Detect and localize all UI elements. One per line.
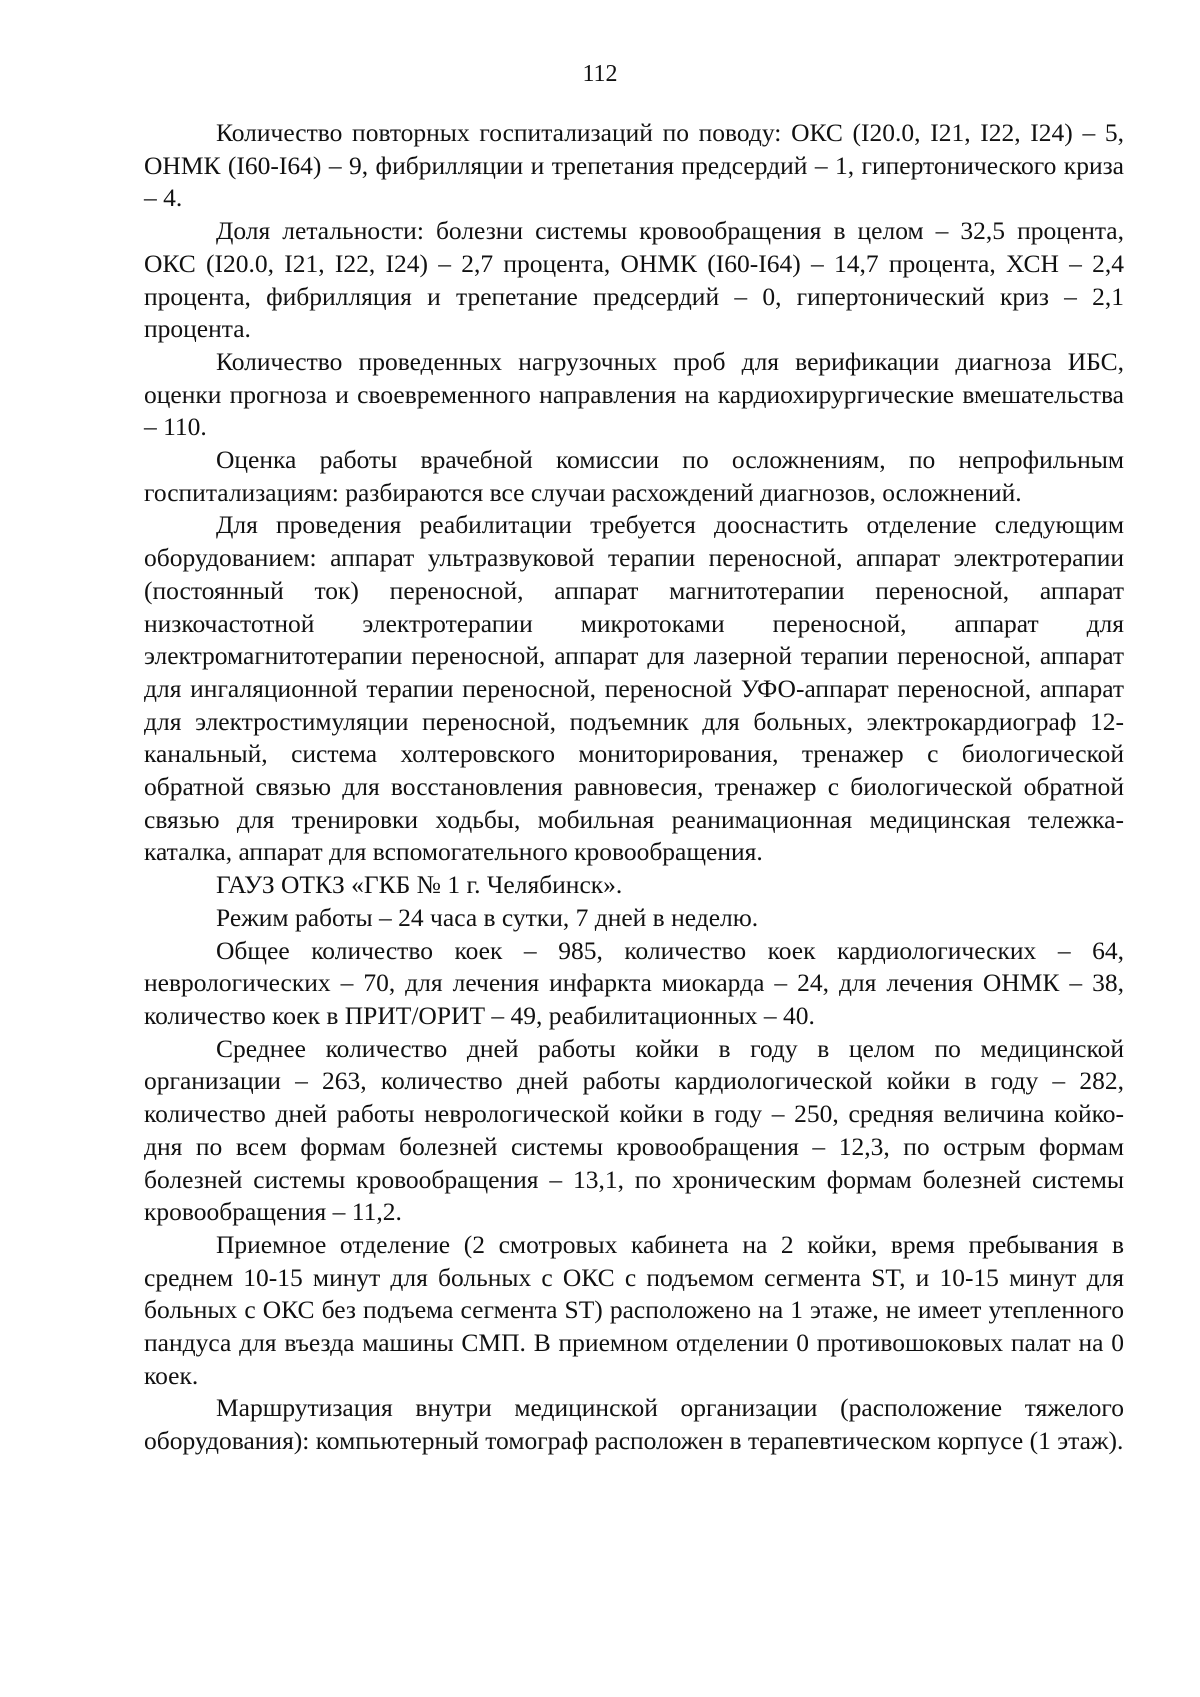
paragraph-routing: Маршрутизация внутри медицинской организации (расположение тяжелого оборудования): компьютерный томограф расположен в терапевтическом корпусе (1 этаж). bbox=[144, 1393, 1124, 1456]
paragraph-hospital-name: ГАУЗ ОТКЗ «ГКБ № 1 г. Челябинск». bbox=[216, 870, 623, 900]
paragraph-bed-count: Общее количество коек – 985, количество коек кардиологических – 64, неврологических – 70, для лечения инфаркта миокарда – 24, для лечения ОНМК – 38, количество коек в ПРИТ/ОРИТ – 49, реабилитационных – 40. bbox=[144, 935, 1124, 1030]
paragraph-mortality-share: Доля летальности: болезни системы кровообращения в целом – 32,5 процента, ОКС (I20.0, I21, I22, I24) – 2,7 процента, ОНМК (I60-I64) – 14,7 процента, ХСН – 2,4 процента, фибрилляция и трепетание предсердий – 0, гипертонический криз – 2,1 процента. bbox=[144, 216, 1124, 344]
paragraph-stress-tests: Количество проведенных нагрузочных проб для верификации диагноза ИБС, оценки прогноза и своевременного направления на кардиохирургические вмешательства – 110. bbox=[144, 346, 1124, 442]
paragraph-rehabilitation-equipment: Для проведения реабилитации требуется дооснастить отделение следующим оборудованием: аппарат ультразвуковой терапии переносной, аппарат электротерапии (постоянный ток) переносной, аппарат магнитотерапии переносной, аппарат низкочастотной электротерапии микротоками переносной, аппарат для электромагнитотерапии переносной, аппарат для лазерной терапии переносной, аппарат для ингаляционной терапии переносной, переносной УФО-аппарат переносной, аппарат для электростимуляции переносной, подъемник для больных, электрокардиограф 12-канальный, система холтеровского мониторирования, тренажер с биологической обратной связью для восстановления равновесия, тренажер с биологической обратной связью для тренировки ходьбы, мобильная реанимационная медицинская тележка-каталка, аппарат для вспомогательного кровообращения. bbox=[144, 510, 1124, 867]
paragraph-readmissions: Количество повторных госпитализаций по поводу: ОКС (I20.0, I21, I22, I24) – 5, ОНМК (I60-I64) – 9, фибрилляции и трепетания предсердий – 1, гипертонического криза – 4. bbox=[144, 118, 1124, 213]
paragraph-admission-department: Приемное отделение (2 смотровых кабинета на 2 койки, время пребывания в среднем 10-15 минут для больных с ОКС с подъемом сегмента ST, и 10-15 минут для больных с ОКС без подъема сегмента ST) расположено на 1 этаже, не имеет утепленного пандуса для въезда машины СМП. В приемном отделении 0 противошоковых палат на 0 коек. bbox=[144, 1229, 1124, 1390]
paragraph-bed-days: Среднее количество дней работы койки в году в целом по медицинской организации – 263, количество дней работы кардиологической койки в году – 282, количество дней работы неврологической койки в году – 250, средняя величина койко-дня по всем формам болезней системы кровообращения – 12,3, по острым формам болезней системы кровообращения – 13,1, по хроническим формам болезней системы кровообращения – 11,2. bbox=[144, 1033, 1124, 1227]
document-body bbox=[144, 117, 1124, 1458]
paragraph-working-hours: Режим работы – 24 часа в сутки, 7 дней в неделю. bbox=[216, 902, 759, 932]
page-number: 112 bbox=[582, 61, 618, 87]
paragraph-medical-commission: Оценка работы врачебной комиссии по осложнениям, по непрофильным госпитализациям: разбираются все случаи расхождений диагнозов, осложнений. bbox=[144, 445, 1124, 507]
